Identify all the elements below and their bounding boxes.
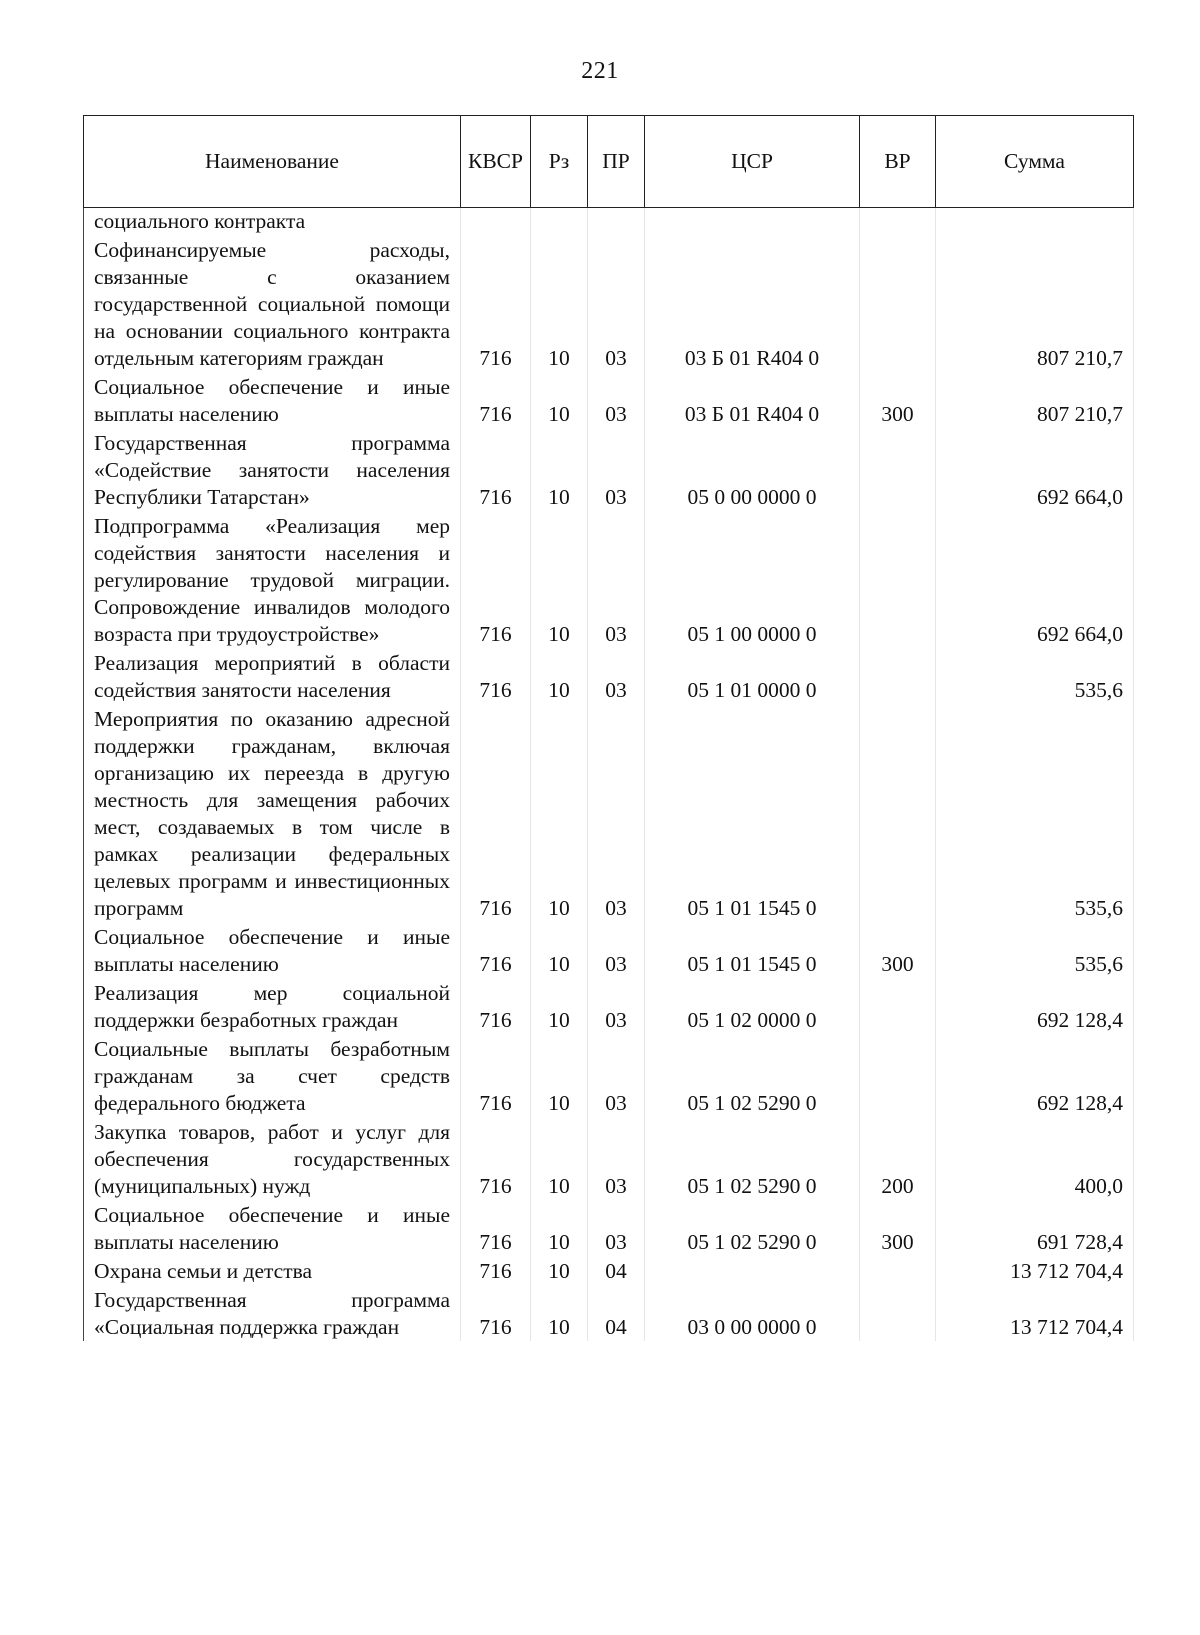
cell-csr: 05 1 02 5290 0: [645, 1117, 860, 1200]
cell-vr: [860, 1034, 936, 1117]
cell-pr: 03: [588, 1200, 645, 1256]
table-header: [84, 116, 1134, 208]
cell-csr: 05 1 02 5290 0: [645, 1200, 860, 1256]
table-row: [84, 208, 1134, 236]
cell-name: Социальные выплаты безработным гражданам за счет средств федерального бюджета: [84, 1034, 461, 1117]
cell-vr: [860, 428, 936, 511]
cell-vr: [860, 648, 936, 704]
cell-vr: [860, 978, 936, 1034]
cell-rz: 10: [531, 704, 588, 922]
cell-rz: 10: [531, 922, 588, 978]
cell-kvsr: [461, 208, 531, 236]
header-kvsr: КВСР: [461, 116, 531, 208]
cell-name: Подпрограмма «Реализация мер содействия занятости населения и регулирование трудовой миграции. Сопровождение инвалидов молодого возраста при трудоустройстве»: [84, 511, 461, 648]
cell-vr: [860, 208, 936, 236]
cell-name: Социальное обеспечение и иные выплаты населению: [84, 922, 461, 978]
table-row: [84, 922, 1134, 978]
cell-pr: 03: [588, 235, 645, 372]
cell-rz: 10: [531, 1200, 588, 1256]
cell-rz: 10: [531, 1256, 588, 1285]
cell-rz: 10: [531, 1034, 588, 1117]
cell-kvsr: 716: [461, 648, 531, 704]
cell-csr: 05 1 01 1545 0: [645, 922, 860, 978]
cell-pr: 03: [588, 704, 645, 922]
cell-sum: 13 712 704,4: [936, 1285, 1134, 1341]
cell-sum: 400,0: [936, 1117, 1134, 1200]
cell-rz: 10: [531, 428, 588, 511]
header-csr: ЦСР: [645, 116, 860, 208]
cell-sum: 692 128,4: [936, 1034, 1134, 1117]
cell-kvsr: 716: [461, 922, 531, 978]
cell-vr: [860, 704, 936, 922]
cell-vr: [860, 235, 936, 372]
table-row: [84, 704, 1134, 922]
cell-name: Социальное обеспечение и иные выплаты населению: [84, 1200, 461, 1256]
cell-name: Социальное обеспечение и иные выплаты населению: [84, 372, 461, 428]
cell-kvsr: 716: [461, 704, 531, 922]
cell-rz: 10: [531, 1285, 588, 1341]
cell-pr: 03: [588, 1034, 645, 1117]
budget-table: [83, 115, 1134, 1341]
cell-pr: [588, 208, 645, 236]
header-name: Наименование: [84, 116, 461, 208]
cell-sum: 535,6: [936, 704, 1134, 922]
cell-rz: 10: [531, 978, 588, 1034]
table-row: [84, 648, 1134, 704]
cell-kvsr: 716: [461, 1117, 531, 1200]
table-row: [84, 1256, 1134, 1285]
cell-csr: 05 1 02 0000 0: [645, 978, 860, 1034]
cell-name: Софинансируемые расходы, связанные с оказанием государственной социальной помощи на основании социального контракта отдельным категориям граждан: [84, 235, 461, 372]
cell-kvsr: 716: [461, 1285, 531, 1341]
cell-kvsr: 716: [461, 1034, 531, 1117]
cell-sum: 692 128,4: [936, 978, 1134, 1034]
cell-vr: 300: [860, 922, 936, 978]
cell-kvsr: 716: [461, 978, 531, 1034]
cell-sum: 692 664,0: [936, 511, 1134, 648]
cell-name: Реализация мероприятий в области содействия занятости населения: [84, 648, 461, 704]
table-row: [84, 235, 1134, 372]
cell-sum: 807 210,7: [936, 372, 1134, 428]
cell-csr: 05 1 02 5290 0: [645, 1034, 860, 1117]
cell-vr: 200: [860, 1117, 936, 1200]
cell-vr: [860, 1285, 936, 1341]
cell-csr: [645, 208, 860, 236]
cell-csr: 03 Б 01 R404 0: [645, 372, 860, 428]
table-row: [84, 428, 1134, 511]
cell-rz: 10: [531, 1117, 588, 1200]
header-rz: Рз: [531, 116, 588, 208]
cell-rz: 10: [531, 235, 588, 372]
cell-pr: 03: [588, 1117, 645, 1200]
table-row: [84, 372, 1134, 428]
cell-sum: 691 728,4: [936, 1200, 1134, 1256]
table-row: [84, 1285, 1134, 1341]
cell-sum: 535,6: [936, 648, 1134, 704]
cell-sum: 535,6: [936, 922, 1134, 978]
cell-pr: 03: [588, 978, 645, 1034]
cell-pr: 04: [588, 1256, 645, 1285]
cell-name: социального контракта: [84, 208, 461, 236]
cell-pr: 04: [588, 1285, 645, 1341]
cell-name: Реализация мер социальной поддержки безработных граждан: [84, 978, 461, 1034]
table-body: [84, 208, 1134, 1342]
cell-name: Государственная программа «Содействие занятости населения Республики Татарстан»: [84, 428, 461, 511]
cell-rz: 10: [531, 372, 588, 428]
cell-pr: 03: [588, 648, 645, 704]
cell-csr: 05 1 00 0000 0: [645, 511, 860, 648]
page-number: 221: [581, 58, 619, 84]
cell-sum: 13 712 704,4: [936, 1256, 1134, 1285]
cell-kvsr: 716: [461, 1200, 531, 1256]
cell-name: Мероприятия по оказанию адресной поддержки гражданам, включая организацию их переезда в другую местность для замещения рабочих мест, создаваемых в том числе в рамках реализации федеральных целевых программ и инвестиционных программ: [84, 704, 461, 922]
cell-kvsr: 716: [461, 1256, 531, 1285]
cell-name: Охрана семьи и детства: [84, 1256, 461, 1285]
cell-csr: [645, 1256, 860, 1285]
cell-name: Государственная программа «Социальная поддержка граждан: [84, 1285, 461, 1341]
table-row: [84, 978, 1134, 1034]
cell-sum: [936, 208, 1134, 236]
header-pr: ПР: [588, 116, 645, 208]
cell-sum: 807 210,7: [936, 235, 1134, 372]
header-vr: ВР: [860, 116, 936, 208]
cell-rz: 10: [531, 648, 588, 704]
cell-name: Закупка товаров, работ и услуг для обеспечения государственных (муниципальных) нужд: [84, 1117, 461, 1200]
cell-sum: 692 664,0: [936, 428, 1134, 511]
cell-pr: 03: [588, 922, 645, 978]
cell-vr: [860, 1256, 936, 1285]
cell-csr: 03 0 00 0000 0: [645, 1285, 860, 1341]
table-row: [84, 1034, 1134, 1117]
header-sum: Сумма: [936, 116, 1134, 208]
cell-rz: [531, 208, 588, 236]
cell-vr: 300: [860, 372, 936, 428]
cell-kvsr: 716: [461, 428, 531, 511]
table-row: [84, 1117, 1134, 1200]
cell-vr: [860, 511, 936, 648]
cell-csr: 03 Б 01 R404 0: [645, 235, 860, 372]
cell-csr: 05 1 01 0000 0: [645, 648, 860, 704]
cell-kvsr: 716: [461, 511, 531, 648]
cell-pr: 03: [588, 511, 645, 648]
cell-csr: 05 1 01 1545 0: [645, 704, 860, 922]
cell-kvsr: 716: [461, 235, 531, 372]
cell-rz: 10: [531, 511, 588, 648]
cell-csr: 05 0 00 0000 0: [645, 428, 860, 511]
table-row: [84, 1200, 1134, 1256]
cell-vr: 300: [860, 1200, 936, 1256]
cell-kvsr: 716: [461, 372, 531, 428]
table-row: [84, 511, 1134, 648]
cell-pr: 03: [588, 372, 645, 428]
cell-pr: 03: [588, 428, 645, 511]
